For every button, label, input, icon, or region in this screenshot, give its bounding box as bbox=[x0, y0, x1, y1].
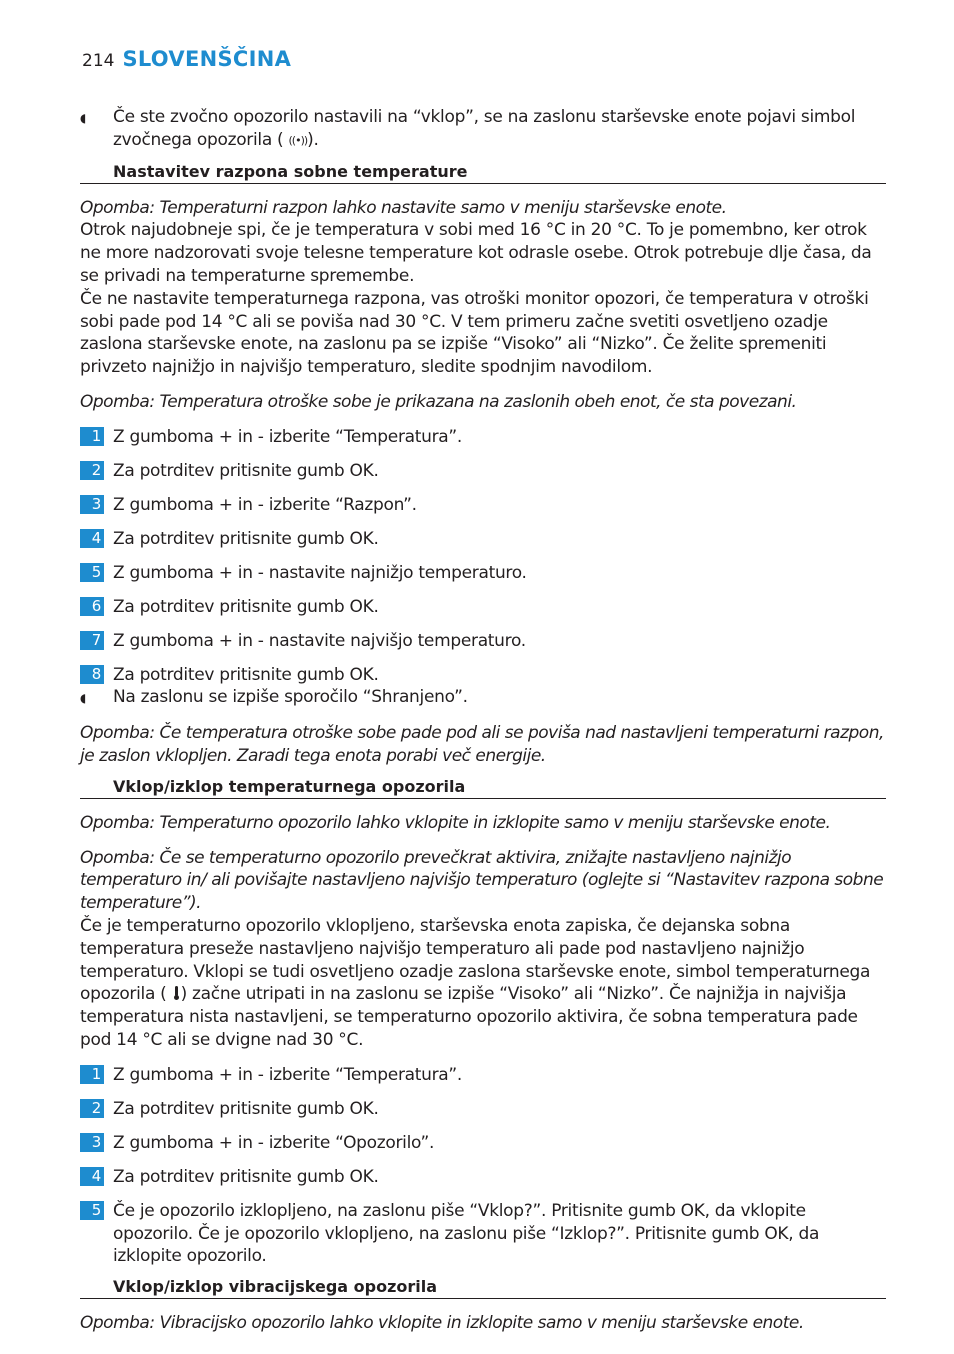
steps-list-temperature-range bbox=[80, 426, 886, 687]
step-item bbox=[80, 1132, 886, 1155]
step-text: Za potrditev pritisnite gumb OK. bbox=[113, 1166, 379, 1187]
step-text: Z gumboma + in - nastavite najvišjo temperaturo. bbox=[113, 630, 526, 651]
section-heading-vibration-alert: Vklop/izklop vibracijskega opozorila bbox=[80, 1276, 886, 1299]
step-text: Z gumboma + in - izberite “Temperatura”. bbox=[113, 426, 463, 447]
step-text: Z gumboma + in - izberite “Opozorilo”. bbox=[113, 1132, 435, 1153]
step-item bbox=[80, 596, 886, 619]
step-text: Za potrditev pritisnite gumb OK. bbox=[113, 1098, 379, 1119]
step-number: 2 bbox=[80, 1099, 104, 1118]
note-temperature-display: Opomba: Temperatura otroške sobe je prikazana na zaslonih obeh enot, če sta povezani. bbox=[80, 391, 797, 412]
step-number: 2 bbox=[80, 461, 104, 480]
step-text: Če je opozorilo izklopljeno, na zaslonu piše “Vklop?”. Pritisnite gumb OK, da vklopite opozorilo. Če je opozorilo vklopljeno, na zaslonu piše “Izklop?”. Pritisnite gumb OK, da izklopite opozorilo. bbox=[113, 1200, 820, 1267]
step-item bbox=[80, 460, 886, 483]
step-text: Za potrditev pritisnite gumb OK. bbox=[113, 664, 379, 685]
step-text: Za potrditev pritisnite gumb OK. bbox=[113, 528, 379, 549]
step-item bbox=[80, 528, 886, 551]
note-temperature-range-menu: Opomba: Temperaturni razpon lahko nastavite samo v meniju starševske enote. bbox=[80, 197, 727, 218]
paragraph-comfort-temperature: Otrok najudobneje spi, če je temperatura v sobi med 16 °C in 20 °C. To je pomembno, ker otrok ne more nadzorovati svoje telesne temperature kot odrasle osebe. Otrok potrebuje dlje časa, da se privadi na temperaturne spremembe. bbox=[80, 220, 872, 286]
note-alert-too-often: Opomba: Če se temperaturno opozorilo prevečkrat aktivira, znižajte nastavljeno najnižjo temperaturo in/ ali povišajte nastavljeno najvišjo temperaturo (oglejte si “Nastavitev razpona sobne temperature”). bbox=[80, 847, 884, 914]
bullet-arrow-icon: ◖ bbox=[80, 111, 87, 125]
section-heading-temperature-range: Nastavitev razpona sobne temperature bbox=[80, 161, 886, 184]
paragraph-temperature-alert: Če je temperaturno opozorilo vklopljeno, starševska enota zapiska, če dejanska sobna temperatura preseže nastavljeno najvišjo temperaturo ali pade pod nastavljeno najnižjo temperaturo. Vklopi se tudi osvetljeno ozadje zaslona starševske enote, simbol temperaturnega opozorila ( ) začne utripati in na zaslonu se izpiše “Visoko” ali “Nizko”. Če najnižja in najvišja temperatura nista nastavljeni, se temperaturno opozorilo aktivira, če sobna temperatura pade pod 14 °C ali se dvigne nad 30 °C. bbox=[80, 916, 871, 1051]
step-text: Z gumboma + in - izberite “Temperatura”. bbox=[113, 1064, 463, 1085]
step-item bbox=[80, 1098, 886, 1121]
paragraph-default-range: Če ne nastavite temperaturnega razpona, vas otroški monitor opozori, če temperatura v otroški sobi pade pod 14 °C ali se poviša nad 30 °C. V tem primeru začne svetiti osvetljeno ozadje zaslona starševske enote, na zaslonu pa se izpiše “Visoko” ali “Nizko”. Če želite spremeniti privzeto najnižjo in najvišjo temperaturo, sledite spodnjim navodilom. bbox=[80, 288, 869, 378]
step-item bbox=[80, 1064, 886, 1087]
step-text: Za potrditev pritisnite gumb OK. bbox=[113, 596, 379, 617]
step-number: 5 bbox=[80, 563, 104, 582]
step-item bbox=[80, 630, 886, 653]
note-display-energy: Opomba: Če temperatura otroške sobe pade pod ali se poviša nad nastavljeni temperaturni razpon, je zaslon vklopljen. Zaradi tega enota porabi več energije. bbox=[80, 723, 884, 767]
step-item bbox=[80, 426, 886, 449]
intro-bullet bbox=[80, 106, 886, 153]
thermometer-icon bbox=[174, 986, 179, 1000]
step-number: 1 bbox=[80, 1065, 104, 1084]
step-number: 1 bbox=[80, 427, 104, 446]
step-item bbox=[80, 1200, 886, 1268]
result-bullet bbox=[80, 686, 886, 710]
step-number: 3 bbox=[80, 1133, 104, 1152]
step-number: 8 bbox=[80, 665, 104, 684]
step-item bbox=[80, 1166, 886, 1189]
note-vibration-alert-menu: Opomba: Vibracijsko opozorilo lahko vklopite in izklopite samo v meniju starševske enote. bbox=[80, 1313, 804, 1334]
step-text: Za potrditev pritisnite gumb OK. bbox=[113, 460, 379, 481]
bullet-arrow-icon: ◖ bbox=[80, 691, 87, 706]
step-text: Z gumboma + in - izberite “Razpon”. bbox=[113, 494, 417, 515]
step-number: 7 bbox=[80, 631, 104, 650]
result-text: Na zaslonu se izpiše sporočilo “Shranjeno”. bbox=[113, 687, 468, 708]
steps-list-temperature-alert bbox=[80, 1064, 886, 1268]
step-item bbox=[80, 562, 886, 585]
section-heading-temperature-alert: Vklop/izklop temperaturnega opozorila bbox=[80, 776, 886, 799]
step-number: 4 bbox=[80, 1167, 104, 1186]
step-item bbox=[80, 664, 886, 687]
step-number: 4 bbox=[80, 529, 104, 548]
page-header bbox=[82, 47, 291, 73]
intro-text: Če ste zvočno opozorilo nastavili na “vklop”, se na zaslonu starševske enote pojavi simbol zvočnega opozorila ( ((•))). bbox=[113, 106, 886, 153]
sound-alert-icon: ((•)) bbox=[288, 133, 308, 147]
step-number: 5 bbox=[80, 1201, 104, 1220]
page-content bbox=[80, 106, 886, 1335]
page-number: 214 bbox=[82, 51, 115, 71]
step-item bbox=[80, 494, 886, 517]
note-temperature-alert-menu: Opomba: Temperaturno opozorilo lahko vklopite in izklopite samo v meniju starševske enote. bbox=[80, 812, 831, 833]
step-number: 3 bbox=[80, 495, 104, 514]
language-title: SLOVENŠČINA bbox=[122, 47, 292, 71]
step-number: 6 bbox=[80, 597, 104, 616]
step-text: Z gumboma + in - nastavite najnižjo temperaturo. bbox=[113, 562, 527, 583]
